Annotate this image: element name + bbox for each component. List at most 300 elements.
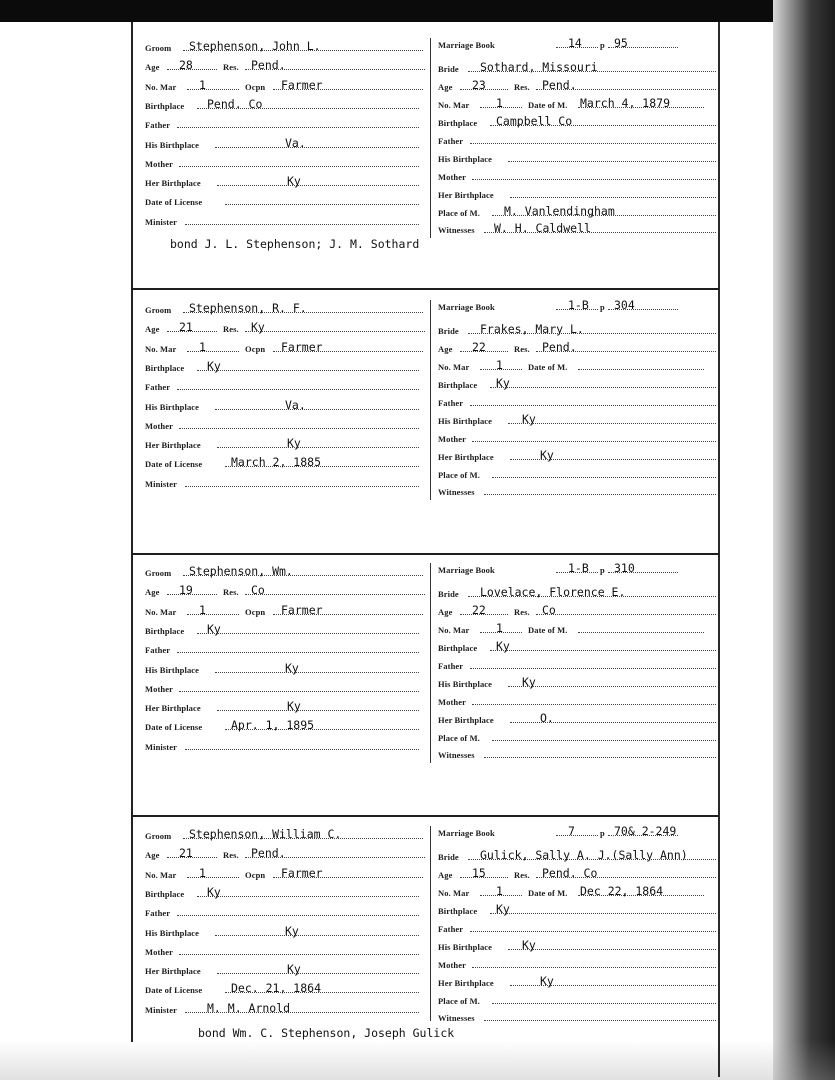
ocpn-label: Ocpn	[245, 869, 266, 880]
groom-label: Groom	[145, 568, 172, 578]
bride-row	[438, 393, 718, 411]
bride-row	[438, 901, 718, 919]
marriage-book: 14	[568, 36, 582, 50]
marriage-book-page: 304	[614, 298, 635, 312]
groom-occupation: Farmer	[281, 77, 323, 92]
groom-row	[145, 845, 427, 863]
marriage-book: 1-B	[568, 561, 589, 575]
bride-row	[438, 297, 718, 315]
age-label: Age	[145, 324, 160, 335]
groom-row	[145, 135, 427, 153]
age-label: Age	[145, 62, 160, 73]
bride-no-mar: 1	[496, 620, 503, 635]
page-label: p	[600, 828, 605, 838]
groom-row	[145, 154, 427, 172]
page-label: p	[600, 40, 605, 50]
bride-label: Bride	[438, 63, 459, 74]
place-of-m-label: Place of M.	[438, 469, 480, 480]
date-of-m-label: Date of M.	[528, 99, 568, 110]
bride-age: 22	[472, 602, 486, 617]
bride-mother-line	[472, 441, 716, 442]
bride-age: 15	[472, 865, 486, 880]
bride-name: Lovelace, Florence E.	[480, 584, 626, 599]
marriage-book-page: 310	[614, 561, 635, 575]
age-label: Age	[145, 587, 160, 598]
page-label: p	[600, 565, 605, 575]
minister-label: Minister	[145, 478, 177, 489]
bride-row	[438, 1008, 718, 1026]
groom-no-mar: 1	[199, 77, 206, 92]
date-of-license: March 2, 1885	[231, 455, 322, 470]
groom-mother-birthplace: Ky	[287, 436, 301, 451]
place-of-m-label: Place of M.	[438, 995, 480, 1006]
bride-birthplace-line	[490, 913, 716, 914]
groom-no-mar-line	[187, 877, 239, 878]
marriage-record	[133, 826, 718, 1026]
father-label: Father	[145, 120, 171, 131]
groom-mother-birthplace-line	[217, 710, 419, 711]
her-birthplace-label: Her Birthplace	[438, 977, 494, 988]
groom-no-mar: 1	[199, 865, 206, 880]
res-label: Res.	[514, 343, 530, 354]
age-label: Age	[145, 850, 160, 861]
bride-father-line	[470, 668, 716, 669]
bride-row	[438, 149, 718, 167]
groom-mother-birthplace-line	[217, 185, 419, 186]
her-birthplace-label: Her Birthplace	[438, 714, 494, 725]
age-label: Age	[438, 869, 453, 880]
right-margin-rule	[718, 22, 720, 1077]
groom-row	[145, 300, 427, 318]
witnesses-line	[484, 494, 716, 495]
groom-father-birthplace-line	[215, 672, 419, 673]
no-mar-label: No. Mar	[145, 606, 177, 617]
groom-row	[145, 377, 427, 395]
bride-birthplace-line	[490, 650, 716, 651]
witnesses-line	[484, 1020, 716, 1021]
bride-row	[438, 375, 718, 393]
groom-row	[145, 563, 427, 581]
bride-father-birthplace: Ky	[522, 937, 536, 952]
groom-row	[145, 660, 427, 678]
her-birthplace-label: Her Birthplace	[438, 451, 494, 462]
birthplace-label: Birthplace	[145, 625, 185, 636]
groom-row	[145, 192, 427, 210]
groom-birthplace: Ky	[207, 621, 221, 636]
groom-birthplace: Ky	[207, 358, 221, 373]
date-of-marriage: Dec 22, 1864	[580, 883, 664, 898]
column-divider	[430, 38, 431, 238]
groom-occupation: Farmer	[281, 339, 323, 354]
bride-res: Pend.	[542, 339, 577, 354]
groom-no-mar-line	[187, 614, 239, 615]
age-label: Age	[438, 81, 453, 92]
bride-res: Pend.	[542, 77, 577, 92]
groom-no-mar: 1	[199, 339, 206, 354]
groom-birthplace: Ky	[207, 884, 221, 899]
bride-row	[438, 482, 718, 500]
his-birthplace-label: His Birthplace	[438, 941, 493, 952]
bride-row	[438, 865, 718, 883]
groom-label: Groom	[145, 831, 172, 841]
bond-note: bond J. L. Stephenson; J. M. Sothard	[170, 237, 420, 251]
bride-label: Bride	[438, 325, 459, 336]
groom-age: 21	[179, 846, 193, 861]
place-of-m-label: Place of M.	[438, 207, 480, 218]
groom-mother-line	[179, 954, 419, 955]
scan-right-edge	[773, 0, 835, 1080]
father-label: Father	[438, 660, 464, 671]
bride-mother-birthplace: O.	[540, 710, 554, 725]
marriage-record	[133, 38, 718, 238]
mother-label: Mother	[438, 696, 466, 707]
birthplace-label: Birthplace	[438, 905, 478, 916]
bride-row	[438, 220, 718, 238]
bride-row	[438, 620, 718, 638]
marriage-book-label: Marriage Book	[438, 565, 495, 575]
bride-row	[438, 95, 718, 113]
mother-label: Mother	[145, 158, 173, 169]
res-label: Res.	[223, 324, 239, 335]
bride-row	[438, 131, 718, 149]
marriage-book-page: 95	[614, 36, 628, 50]
groom-row	[145, 173, 427, 191]
groom-no-mar-line	[187, 351, 239, 352]
birthplace-label: Birthplace	[438, 642, 478, 653]
groom-father-line	[177, 915, 419, 916]
bride-row	[438, 937, 718, 955]
res-label: Res.	[514, 81, 530, 92]
witnesses-label: Witnesses	[438, 487, 475, 498]
bride-row	[438, 560, 718, 578]
no-mar-label: No. Mar	[145, 343, 177, 354]
bride-birthplace: Ky	[496, 638, 510, 653]
groom-label: Groom	[145, 305, 172, 315]
date-of-marriage: March 4, 1879	[580, 95, 671, 110]
his-birthplace-label: His Birthplace	[438, 415, 493, 426]
bride-father-birthplace: Ky	[522, 674, 536, 689]
page-label: p	[600, 302, 605, 312]
marriage-book-label: Marriage Book	[438, 828, 495, 838]
groom-birthplace-line	[197, 633, 419, 634]
marriage-record	[133, 563, 718, 763]
res-label: Res.	[223, 62, 239, 73]
ocpn-label: Ocpn	[245, 343, 266, 354]
place-of-marriage: M. Vanlendingham	[504, 203, 615, 218]
bride-row	[438, 728, 718, 746]
groom-row	[145, 582, 427, 600]
groom-row	[145, 115, 427, 133]
bride-birthplace: Ky	[496, 901, 510, 916]
groom-father-birthplace-line	[215, 935, 419, 936]
bride-mother-line	[472, 967, 716, 968]
mother-label: Mother	[145, 683, 173, 694]
groom-occupation: Farmer	[281, 865, 323, 880]
minister-label: Minister	[145, 741, 177, 752]
mother-label: Mother	[145, 946, 173, 957]
birthplace-label: Birthplace	[145, 888, 185, 899]
groom-row	[145, 435, 427, 453]
groom-row	[145, 77, 427, 95]
groom-father-line	[177, 652, 419, 653]
marriage-book-line	[556, 835, 598, 836]
column-divider	[430, 300, 431, 500]
date-of-license-label: Date of License	[145, 722, 203, 733]
bride-label: Bride	[438, 588, 459, 599]
marriage-book: 1-B	[568, 298, 589, 312]
groom-name: Stephenson, Wm.	[189, 564, 293, 578]
witnesses-label: Witnesses	[438, 750, 475, 761]
bride-row	[438, 167, 718, 185]
groom-mother-line	[179, 691, 419, 692]
bride-row	[438, 465, 718, 483]
her-birthplace-label: Her Birthplace	[145, 440, 201, 451]
groom-row	[145, 319, 427, 337]
groom-father-line	[177, 127, 419, 128]
groom-row	[145, 923, 427, 941]
date-of-license-label: Date of License	[145, 197, 203, 208]
date-of-marriage-line	[578, 369, 704, 370]
groom-row	[145, 980, 427, 998]
groom-row	[145, 679, 427, 697]
scan-bottom-grain	[0, 1040, 835, 1080]
father-label: Father	[438, 397, 464, 408]
column-divider	[430, 826, 431, 1021]
groom-mother-birthplace-line	[217, 447, 419, 448]
groom-mother-birthplace: Ky	[287, 174, 301, 189]
bride-label: Bride	[438, 851, 459, 862]
groom-name: Stephenson, R. F.	[189, 301, 307, 315]
groom-row	[145, 961, 427, 979]
res-label: Res.	[223, 850, 239, 861]
groom-mother-birthplace-line	[217, 973, 419, 974]
date-of-license-label: Date of License	[145, 985, 203, 996]
bride-age: 22	[472, 339, 486, 354]
groom-row	[145, 698, 427, 716]
groom-father-line	[177, 389, 419, 390]
groom-row	[145, 884, 427, 902]
bride-father-birthplace-line	[508, 423, 716, 424]
father-label: Father	[145, 645, 171, 656]
bride-mother-line	[472, 179, 716, 180]
groom-row	[145, 38, 427, 56]
minister: M. M. Arnold	[207, 1000, 291, 1015]
groom-res: Pend.	[251, 58, 286, 73]
groom-mother-birthplace: Ky	[287, 699, 301, 714]
witnesses-label: Witnesses	[438, 1013, 475, 1024]
groom-no-mar-line	[187, 89, 239, 90]
groom-mother-line	[179, 428, 419, 429]
groom-birthplace-line	[197, 896, 419, 897]
groom-row	[145, 358, 427, 376]
groom-father-birthplace: Ky	[285, 660, 299, 675]
bride-father-line	[470, 931, 716, 932]
groom-row	[145, 339, 427, 357]
bond-note: bond Wm. C. Stephenson, Joseph Gulick	[198, 1026, 455, 1040]
witnesses-line	[484, 757, 716, 758]
record-separator	[131, 815, 719, 817]
no-mar-label: No. Mar	[438, 624, 470, 635]
record-separator	[131, 288, 719, 290]
date-of-license-label: Date of License	[145, 459, 203, 470]
minister-label: Minister	[145, 216, 177, 227]
place-of-m-label: Place of M.	[438, 732, 480, 743]
bride-mother-line	[472, 704, 716, 705]
bride-row	[438, 339, 718, 357]
groom-label: Groom	[145, 43, 172, 53]
date-of-license-line	[225, 204, 419, 205]
minister-line	[185, 486, 419, 487]
no-mar-label: No. Mar	[145, 869, 177, 880]
groom-mother-birthplace: Ky	[287, 962, 301, 977]
bride-father-birthplace-line	[508, 686, 716, 687]
bride-row	[438, 77, 718, 95]
age-label: Age	[438, 606, 453, 617]
groom-row	[145, 57, 427, 75]
birthplace-label: Birthplace	[438, 379, 478, 390]
bride-row	[438, 429, 718, 447]
bride-name: Frakes, Mary L.	[480, 321, 584, 336]
place-of-marriage-line	[492, 477, 716, 478]
groom-father-birthplace: Ky	[285, 923, 299, 938]
groom-age: 21	[179, 320, 193, 335]
groom-row	[145, 826, 427, 844]
groom-res: Ky	[251, 320, 265, 335]
bride-res-line	[536, 614, 716, 615]
ocpn-label: Ocpn	[245, 606, 266, 617]
groom-row	[145, 1000, 427, 1018]
groom-row	[145, 903, 427, 921]
no-mar-label: No. Mar	[438, 361, 470, 372]
res-label: Res.	[514, 606, 530, 617]
bride-row	[438, 321, 718, 339]
place-of-marriage-line	[492, 740, 716, 741]
date-of-m-label: Date of M.	[528, 887, 568, 898]
his-birthplace-label: His Birthplace	[145, 664, 200, 675]
groom-row	[145, 865, 427, 883]
birthplace-label: Birthplace	[438, 117, 478, 128]
bride-res: Co	[542, 602, 556, 617]
bride-row	[438, 991, 718, 1009]
bride-row	[438, 955, 718, 973]
bride-row	[438, 656, 718, 674]
mother-label: Mother	[438, 959, 466, 970]
minister-line	[185, 749, 419, 750]
marriage-book: 7	[568, 824, 575, 838]
father-label: Father	[438, 135, 464, 146]
bride-no-mar: 1	[496, 95, 503, 110]
bride-row	[438, 203, 718, 221]
groom-age: 28	[179, 58, 193, 73]
bride-row	[438, 745, 718, 763]
groom-occupation: Farmer	[281, 602, 323, 617]
groom-res-line	[245, 594, 425, 595]
groom-name: Stephenson, William C.	[189, 827, 342, 841]
date-of-m-label: Date of M.	[528, 624, 568, 635]
groom-row	[145, 621, 427, 639]
groom-row	[145, 212, 427, 230]
bride-row	[438, 35, 718, 53]
minister-label: Minister	[145, 1004, 177, 1015]
father-label: Father	[145, 908, 171, 919]
date-of-license: Dec. 21, 1864	[231, 981, 322, 996]
marriage-book-label: Marriage Book	[438, 302, 495, 312]
bride-row	[438, 847, 718, 865]
groom-row	[145, 474, 427, 492]
bride-age: 23	[472, 77, 486, 92]
marriage-record	[133, 300, 718, 500]
her-birthplace-label: Her Birthplace	[145, 178, 201, 189]
mother-label: Mother	[145, 420, 173, 431]
father-label: Father	[145, 382, 171, 393]
groom-father-birthplace: Va.	[285, 397, 306, 412]
groom-father-birthplace-line	[215, 147, 419, 148]
groom-no-mar: 1	[199, 602, 206, 617]
groom-row	[145, 96, 427, 114]
bride-father-line	[470, 405, 716, 406]
groom-row	[145, 717, 427, 735]
groom-res: Co	[251, 583, 265, 598]
bride-no-mar: 1	[496, 357, 503, 372]
witnesses-label: Witnesses	[438, 225, 475, 236]
bride-name: Gulick, Sally A. J.(Sally Ann)	[480, 847, 688, 862]
groom-res-line	[245, 331, 425, 332]
date-of-license: Apr. 1, 1895	[231, 718, 315, 733]
bride-no-mar: 1	[496, 883, 503, 898]
bride-row	[438, 447, 718, 465]
bride-father-birthplace-line	[508, 161, 716, 162]
his-birthplace-label: His Birthplace	[145, 401, 200, 412]
scan-top-border	[0, 0, 835, 22]
his-birthplace-label: His Birthplace	[438, 678, 493, 689]
his-birthplace-label: His Birthplace	[145, 927, 200, 938]
date-of-marriage-line	[578, 632, 704, 633]
groom-birthplace-line	[197, 370, 419, 371]
bride-mother-birthplace: Ky	[540, 973, 554, 988]
groom-row	[145, 640, 427, 658]
groom-father-birthplace-line	[215, 409, 419, 410]
mother-label: Mother	[438, 433, 466, 444]
bride-row	[438, 584, 718, 602]
mother-label: Mother	[438, 171, 466, 182]
bride-mother-birthplace-line	[510, 197, 716, 198]
res-label: Res.	[514, 869, 530, 880]
bride-birthplace: Campbell Co	[496, 113, 573, 128]
bride-row	[438, 674, 718, 692]
age-label: Age	[438, 343, 453, 354]
bride-row	[438, 357, 718, 375]
bride-father-birthplace: Ky	[522, 411, 536, 426]
bride-row	[438, 602, 718, 620]
ocpn-label: Ocpn	[245, 81, 266, 92]
bride-mother-birthplace: Ky	[540, 447, 554, 462]
groom-row	[145, 942, 427, 960]
groom-birthplace: Pend. Co	[207, 96, 263, 111]
birthplace-label: Birthplace	[145, 100, 185, 111]
bride-row	[438, 973, 718, 991]
bride-name: Sothard, Missouri	[480, 59, 598, 74]
minister-line	[185, 224, 419, 225]
groom-row	[145, 737, 427, 755]
groom-mother-line	[179, 166, 419, 167]
res-label: Res.	[223, 587, 239, 598]
groom-row	[145, 416, 427, 434]
groom-row	[145, 602, 427, 620]
groom-res: Pend.	[251, 846, 286, 861]
bride-row	[438, 919, 718, 937]
record-separator	[131, 553, 719, 555]
no-mar-label: No. Mar	[438, 99, 470, 110]
